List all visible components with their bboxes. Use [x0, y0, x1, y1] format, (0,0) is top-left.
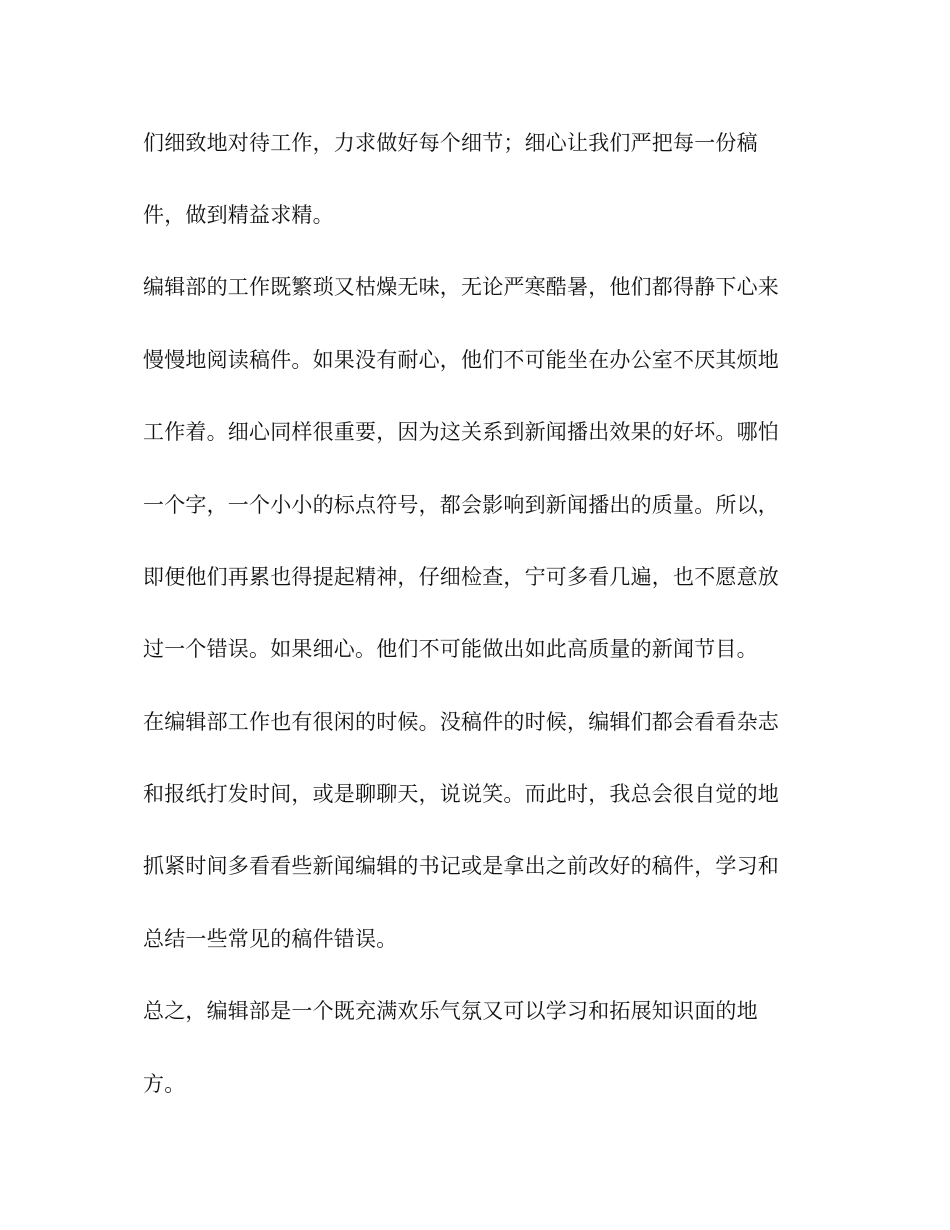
text-line: 方。 [143, 1072, 186, 1096]
text-line: 即便他们再累也得提起精神，仔细检查，宁可多看几遍，也不愿意放 [143, 565, 779, 589]
text-line: 一个字，一个小小的标点符号，都会影响到新闻播出的质量。所以， [143, 493, 779, 517]
text-line: 们细致地对待工作，力求做好每个细节；细心让我们严把每一份稿 [143, 131, 758, 155]
text-line: 抓紧时间多看看些新闻编辑的书记或是拿出之前改好的稿件，学习和 [143, 854, 779, 878]
text-line: 件，做到精益求精。 [143, 203, 334, 227]
text-line: 慢慢地阅读稿件。如果没有耐心，他们不可能坐在办公室不厌其烦地 [143, 348, 779, 372]
text-line: 总之，编辑部是一个既充满欢乐气氛又可以学习和拓展知识面的地 [143, 999, 758, 1023]
text-line: 总结一些常见的稿件错误。 [143, 927, 398, 951]
text-line: 工作着。细心同样很重要，因为这关系到新闻播出效果的好坏。哪怕 [143, 420, 779, 444]
text-line: 过一个错误。如果细心。他们不可能做出如此高质量的新闻节目。 [143, 637, 758, 661]
text-line: 在编辑部工作也有很闲的时候。没稿件的时候，编辑们都会看看杂志 [143, 710, 779, 734]
text-line: 编辑部的工作既繁琐又枯燥无味，无论严寒酷暑，他们都得静下心来 [143, 275, 779, 299]
text-line: 和报纸打发时间，或是聊聊天，说说笑。而此时，我总会很自觉的地 [143, 782, 779, 806]
